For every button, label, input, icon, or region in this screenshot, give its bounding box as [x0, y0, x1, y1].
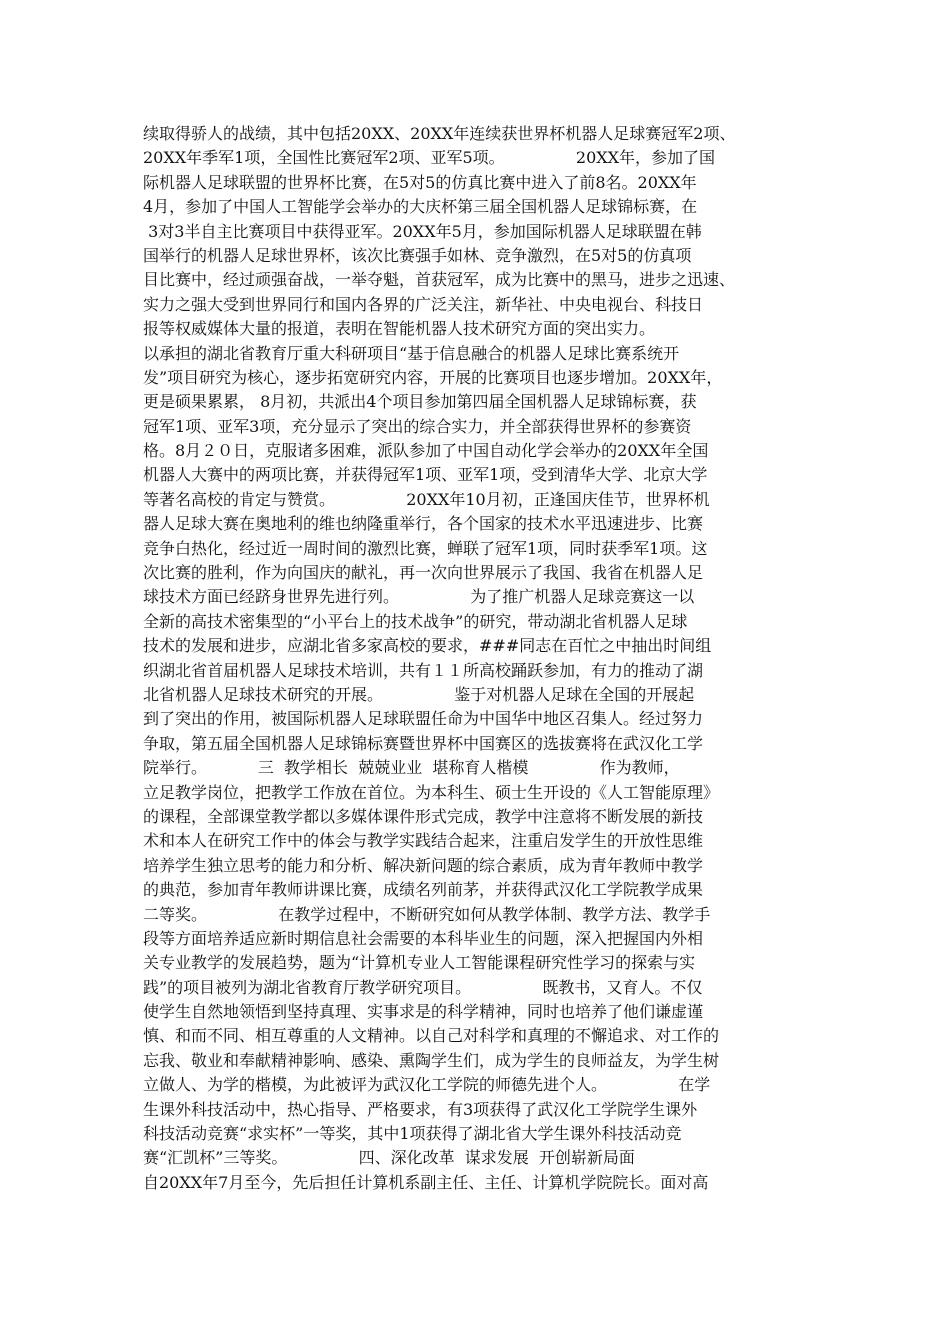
text-line: 践”的项目被列为湖北省教育厅教学研究项目。 既教书，又育人。不仅 — [143, 977, 703, 997]
text-line: 发”项目研究为核心，逐步拓宽研究内容，开展的比赛项目也逐步增加。20XX年， — [143, 367, 723, 387]
text-line: 20XX年季军1项，全国性比赛冠军2项、亚军5项。 20XX年，参加了国 — [143, 148, 716, 168]
text-line: 目比赛中，经过顽强奋战，一举夺魁，首获冠军，成为比赛中的黑马，进步之迅速、 — [143, 270, 736, 290]
text-line: 科技活动竞赛“求实杯”一等奖，其中1项获得了湖北省大学生课外科技活动竞 — [143, 1124, 682, 1144]
text-line: 球技术方面已经跻身世界先进行列。 为了推广机器人足球竞赛这一以 — [143, 587, 695, 607]
text-line: 立做人、为学的楷模，为此被评为武汉化工学院的师德先进个人。 在学 — [143, 1075, 711, 1095]
text-line: 器人足球大赛在奥地利的维也纳隆重举行，各个国家的技术水平迅速进步、比赛 — [143, 514, 704, 534]
text-line: 续取得骄人的战绩，其中包括20XX、20XX年连续获世界杯机器人足球赛冠军2项、 — [143, 124, 736, 143]
text-line: 实力之强大受到世界同行和国内各界的广泛关注，新华社、中央电视台、科技日 — [143, 294, 704, 314]
text-line: 机器人大赛中的两项比赛，并获得冠军1项、亚军1项，受到清华大学、北京大学 — [143, 465, 708, 485]
text-line: 格。8月２０日，克服诸多困难，派队参加了中国自动化学会举办的20XX年全国 — [143, 441, 709, 461]
text-line: 自20XX年7月至今，先后担任计算机系副主任、主任、计算机学院院长。面对高 — [143, 1172, 709, 1192]
text-line: 到了突出的作用，被国际机器人足球联盟任命为中国华中地区召集人。经过努力 — [143, 709, 704, 729]
text-line: 竞争白热化，经过近一周时间的激烈比赛，蝉联了冠军1项，同时获季军1项。这 — [143, 538, 708, 558]
text-line: 冠军1项、亚军3项，充分显示了突出的综合实力，并全部获得世界杯的参赛资 — [143, 416, 692, 436]
text-line: 以承担的湖北省教育厅重大科研项目“基于信息融合的机器人足球比赛系统开 — [143, 343, 680, 363]
text-line: 术和本人在研究工作中的体会与教学实践结合起来，注重启发学生的开放性思维 — [143, 831, 704, 851]
text-line: 报等权威媒体大量的报道，表明在智能机器人技术研究方面的突出实力。 — [143, 319, 656, 339]
text-line: 的课程，全部课堂教学都以多媒体课件形式完成，教学中注意将不断发展的新技 — [143, 806, 704, 826]
text-line: 3对3半自主比赛项目中获得亚军。20XX年5月，参加国际机器人足球联盟在韩 — [143, 221, 702, 241]
text-line: 织湖北省首届机器人足球技术培训，共有１１所高校踊跃参加，有力的推动了湖 — [143, 660, 704, 680]
text-line: 忘我、敬业和奉献精神影响、感染、熏陶学生们，成为学生的良师益友，为学生树 — [143, 1050, 720, 1070]
text-line: 争取，第五届全国机器人足球锦标赛暨世界杯中国赛区的选拔赛将在武汉化工学 — [143, 733, 704, 753]
text-line: 生课外科技活动中，热心指导、严格要求，有3项获得了武汉化工学院学生课外 — [143, 1099, 698, 1119]
text-line: 全新的高技术密集型的“小平台上的技术战争”的研究，带动湖北省机器人足球 — [143, 611, 688, 631]
section-heading-line: 赛“汇凯杯”三等奖。 四、深化改革 谋求发展 开创崭新局面 — [143, 1148, 635, 1168]
text-line: 二等奖。 在教学过程中，不断研究如何从教学体制、教学方法、教学手 — [143, 904, 711, 924]
text-line: 更是硕果累累， 8月初，共派出4个项目参加第四届全国机器人足球锦标赛，获 — [143, 392, 697, 412]
text-line: 培养学生独立思考的能力和分析、解决新问题的综合素质，成为青年教师中教学 — [143, 855, 704, 875]
text-line: 等著名高校的肯定与赞赏。 20XX年10月初，正逢国庆佳节，世界杯机 — [143, 489, 710, 509]
text-line: 慎、和而不同、相互尊重的人文精神。以自己对科学和真理的不懈追求、对工作的 — [143, 1026, 720, 1046]
text-line: 使学生自然地领悟到坚持真理、实事求是的科学精神，同时也培养了他们谦虚谨 — [143, 1002, 704, 1022]
text-line: 立足教学岗位，把教学工作放在首位。为本科生、硕士生开设的《人工智能原理》 — [143, 782, 720, 802]
text-line: 段等方面培养适应新时期信息社会需要的本科毕业生的问题，深入把握国内外相 — [143, 928, 704, 948]
text-line: 次比赛的胜利，作为向国庆的献礼，再一次向世界展示了我国、我省在机器人足 — [143, 563, 704, 583]
text-line: 国举行的机器人足球世界杯，该次比赛强手如林、竞争激烈，在5对5的仿真项 — [143, 245, 692, 265]
text-line: 4月，参加了中国人工智能学会举办的大庆杯第三届全国机器人足球锦标赛，在 — [143, 197, 698, 217]
document-body — [143, 122, 815, 1195]
text-line: 关专业教学的发展趋势，题为“计算机专业人工智能课程研究性学习的探索与实 — [143, 953, 696, 973]
text-line: 际机器人足球联盟的世界杯比赛，在5对5的仿真比赛中进入了前8名。20XX年 — [143, 172, 697, 192]
text-line: 北省机器人足球技术研究的开展。 鉴于对机器人足球在全国的开展起 — [143, 684, 695, 704]
section-heading-line: 院举行。 三 教学相长 兢兢业业 堪称育人楷模 作为教师， — [143, 758, 680, 778]
text-line: 技术的发展和进步，应湖北省多家高校的要求，###同志在百忙之中抽出时间组 — [143, 636, 712, 656]
text-line: 的典范，参加青年教师讲课比赛，成绩名列前茅，并获得武汉化工学院教学成果 — [143, 880, 704, 900]
